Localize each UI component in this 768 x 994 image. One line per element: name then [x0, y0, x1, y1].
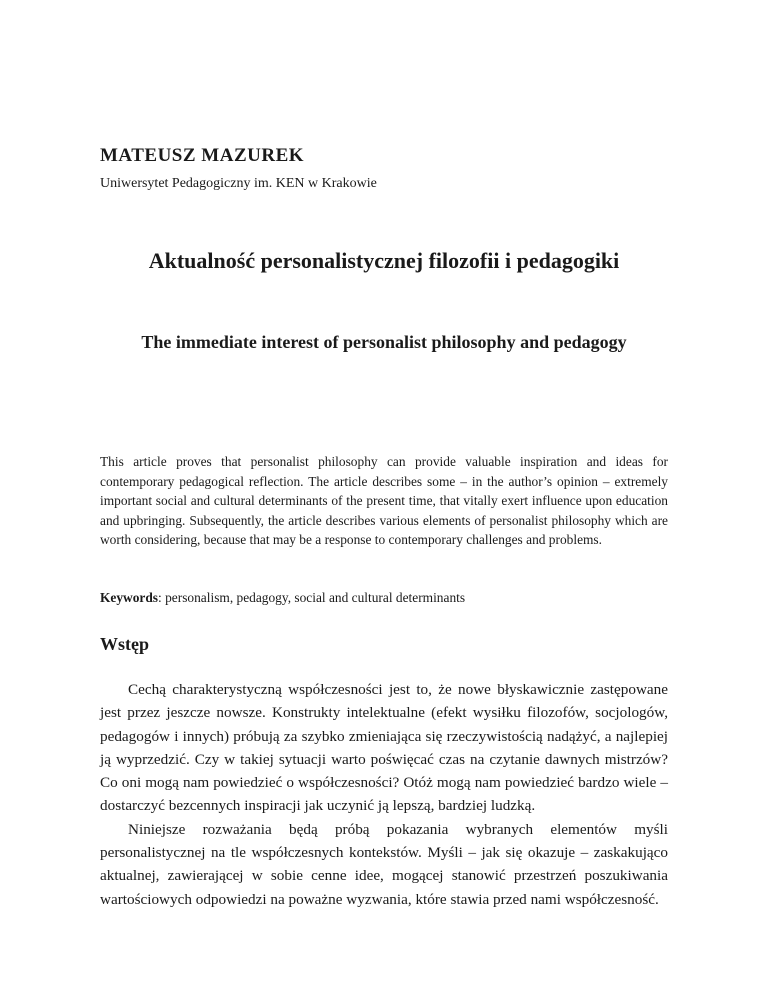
keywords-text: personalism, pedagogy, social and cultural determinants [165, 590, 466, 605]
section-heading: Wstęp [100, 634, 149, 654]
keywords-separator: : [158, 590, 166, 605]
body-paragraph: Niniejsze rozważania będą próbą pokazania wybranych elementów myśli personalistycznej na tle współczesnych kontekstów. Myśli – jak się okazuje – zaskakująco aktualnej, zawierającej w sobie cenne idee, mogącej stanowić przestrzeń poszukiwania wartościowych odpowiedzi na poważne wyzwania, które stawia przed nami współczesność. [100, 820, 668, 908]
abstract: This article proves that personalist philosophy can provide valuable inspiration and ideas for contemporary pedagogical reflection. The article describes some – in the author’s opinion – extremely important social and cultural determinants of the present time, that vitally exert influence upon education and upbringing. Subsequently, the article describes various elements of personalist philosophy which are worth considering, because that may be a response to contemporary challenges and problems. [100, 454, 668, 547]
body-paragraph: Cechą charakterystyczną współczesności jest to, że nowe błyskawicznie zastępowane jest przez jeszcze nowsze. Konstrukty intelektualne (efekt wysiłku filozofów, socjologów, pedagogów i innych) próbują za szybko zmieniająca się rzeczywistością nadążyć, a najlepiej ją wyprzedzić. Czy w takiej sytuacji warto poświęcać czas na czytanie dawnych mistrzów? Co oni mogą nam powiedzieć o współczesności? Otóż mogą nam powiedzieć bardzo wiele – dostarczyć bezcennych inspiracji jak uczynić ją lepszą, bardziej ludzką. [100, 681, 668, 815]
keywords-label: Keywords [100, 590, 159, 605]
title-english: The immediate interest of personalist philosophy and pedagogy [141, 332, 627, 352]
keywords-line [100, 588, 668, 607]
section-body [100, 678, 668, 911]
title-polish: Aktualność personalistycznej filozofii i pedagogiki [148, 248, 620, 273]
author-name: MATEUSZ MAZUREK [100, 145, 305, 166]
author-affiliation: Uniwersytet Pedagogiczny im. KEN w Krakowie [100, 176, 377, 191]
